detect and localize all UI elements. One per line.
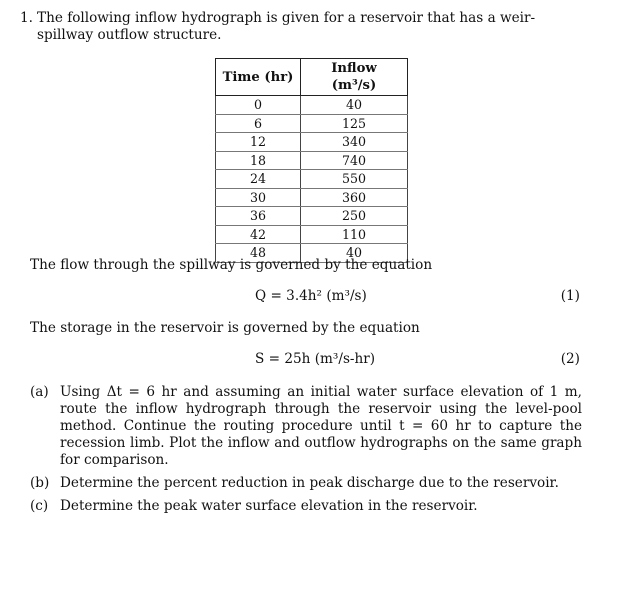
problem-statement: [20, 10, 605, 263]
inflow-cell: 360: [301, 188, 408, 207]
table-row: [216, 225, 408, 244]
part-b: [30, 475, 582, 492]
inflow-cell: 110: [301, 225, 408, 244]
time-cell: 42: [216, 225, 301, 244]
spillway-equation: Q = 3.4h² (m³/s): [255, 288, 367, 304]
spillway-equation-row: [30, 288, 580, 306]
problem-intro: The following inflow hydrograph is given for a reservoir that has a weir-spillway outflow structure.: [37, 10, 536, 43]
storage-equation-number: (2): [560, 351, 580, 367]
inflow-cell: 250: [301, 207, 408, 226]
inflow-hydrograph-table: [215, 58, 408, 263]
inflow-cell: 125: [301, 114, 408, 133]
time-cell: 24: [216, 170, 301, 189]
part-c-text: Determine the peak water surface elevation in the reservoir.: [60, 498, 478, 514]
time-cell: 12: [216, 133, 301, 152]
time-cell: 36: [216, 207, 301, 226]
problem-parts: [30, 384, 582, 521]
table-row: [216, 188, 408, 207]
inflow-table-wrapper: [215, 58, 605, 263]
part-a-text: Using Δt = 6 hr and assuming an initial water surface elevation of 1 m, route the inflow hydrograph through the reservoir using the level-pool method. Continue the routing procedure until t = 60 hr to capture the recession limb. Plot the inflow and outflow hydrographs on the same graph for comparison.: [60, 384, 582, 468]
header-inflow: Inflow (m³/s): [301, 59, 408, 96]
part-b-text: Determine the percent reduction in peak discharge due to the reservoir.: [60, 475, 559, 491]
table-row: [216, 207, 408, 226]
table-header-row: [216, 59, 408, 96]
storage-text: The storage in the reservoir is governed by the equation: [30, 320, 420, 336]
table-row: [216, 170, 408, 189]
inflow-cell: 40: [301, 244, 408, 263]
part-a: [30, 384, 582, 469]
header-time: Time (hr): [216, 59, 301, 96]
part-c: [30, 498, 582, 515]
spillway-text: The flow through the spillway is governed by the equation: [30, 257, 433, 273]
inflow-cell: 550: [301, 170, 408, 189]
storage-equation-row: [30, 351, 580, 369]
time-cell: 18: [216, 151, 301, 170]
storage-equation: S = 25h (m³/s-hr): [255, 351, 376, 367]
table-row: [216, 151, 408, 170]
part-a-label: (a): [30, 384, 49, 400]
time-cell: 6: [216, 114, 301, 133]
table-row: [216, 96, 408, 115]
time-cell: 30: [216, 188, 301, 207]
time-cell: 0: [216, 96, 301, 115]
time-cell: 48: [216, 244, 301, 263]
part-c-label: (c): [30, 498, 49, 514]
spillway-equation-number: (1): [560, 288, 580, 304]
table-row: [216, 114, 408, 133]
table-row: [216, 133, 408, 152]
problem-header: [20, 10, 605, 44]
part-b-label: (b): [30, 475, 50, 491]
inflow-cell: 740: [301, 151, 408, 170]
problem-number: 1.: [20, 10, 33, 26]
inflow-cell: 340: [301, 133, 408, 152]
inflow-cell: 40: [301, 96, 408, 115]
